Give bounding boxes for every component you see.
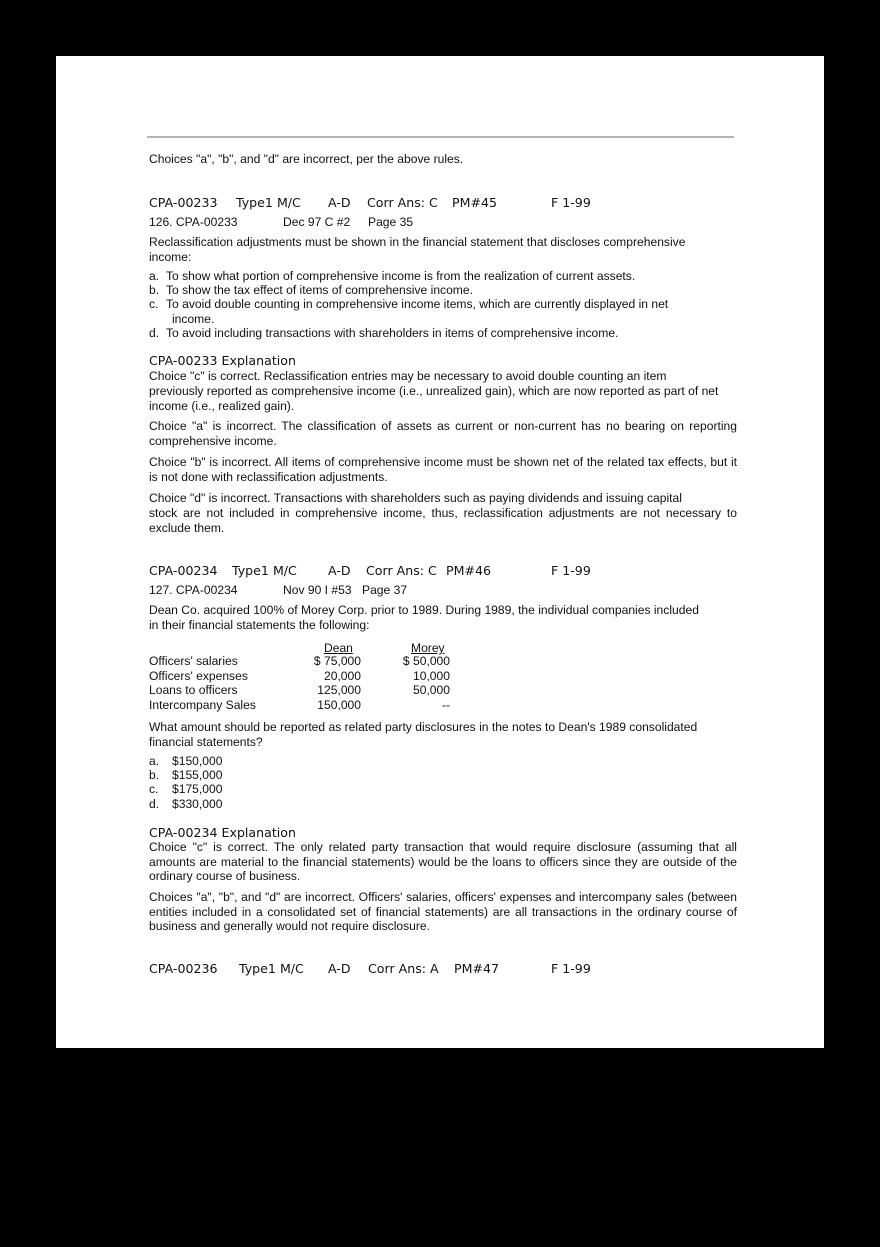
exam-source: Nov 90 I #53 (283, 583, 352, 597)
dean-value: $ 75,000 (313, 654, 361, 668)
pm-number: PM#46 (446, 563, 492, 578)
question-number: 127. CPA-00234 (149, 583, 238, 597)
morey-value: 50,000 (413, 683, 450, 697)
question-prompt-line-2: financial statements? (149, 735, 263, 749)
explanation-title-233: CPA-00233 Explanation (149, 353, 296, 368)
term: F 1-99 (551, 563, 591, 578)
explanation-choice-c: Choice "c" is correct. The only related party transaction that would require disclosure (assuming that all amounts are material to the financial statements) would be the loans to officers since they are outside of the ordinary course of business. (149, 840, 737, 884)
explanation-choice-d-line-1: Choice "d" is incorrect. Transactions with shareholders such as paying dividends and issuing capital (149, 491, 682, 505)
answer-range: A-D (328, 195, 351, 210)
morey-value: -- (441, 698, 450, 712)
dean-value: 150,000 (317, 698, 361, 712)
term: F 1-99 (551, 195, 591, 210)
question-type: Type1 M/C (236, 195, 301, 210)
header-rule (147, 136, 734, 138)
answer-option-c: c. To avoid double counting in comprehensive income items, which are currently displayed in net (149, 297, 669, 311)
correct-answer: Corr Ans: C (367, 195, 438, 210)
row-label: Officers' expenses (149, 669, 248, 683)
answer-option-c: c. $175,000 (149, 782, 223, 796)
dean-value: 20,000 (324, 669, 361, 683)
explanation-line: Choice "c" is correct. Reclassification entries may be necessary to avoid double counting an item (149, 369, 667, 383)
row-label: Intercompany Sales (149, 698, 256, 712)
pm-number: PM#45 (452, 195, 498, 210)
answer-range: A-D (328, 961, 351, 976)
question-id: CPA-00234 (149, 563, 218, 578)
correct-answer: Corr Ans: A (368, 961, 439, 976)
exam-source: Dec 97 C #2 (283, 215, 351, 229)
page-reference: Page 37 (362, 583, 408, 597)
question-id: CPA-00233 (149, 195, 218, 210)
question-number: 126. CPA-00233 (149, 215, 238, 229)
previous-explanation-line: Choices "a", "b", and "d" are incorrect, per the above rules. (149, 152, 464, 166)
answer-range: A-D (328, 563, 351, 578)
explanation-line: income (i.e., realized gain). (149, 399, 295, 413)
explanation-choice-a: Choice "a" is incorrect. The classification of assets as current or non-current has no bearing on reporting comprehensive income. (149, 419, 737, 448)
question-stem-line-2: in their financial statements the following: (149, 618, 370, 632)
pm-number: PM#47 (454, 961, 500, 976)
answer-option-b: b. $155,000 (149, 768, 223, 782)
answer-option-a: a. To show what portion of comprehensive income is from the realization of current assets. (149, 269, 636, 283)
question-prompt-line-1: What amount should be reported as related party disclosures in the notes to Dean's 1989 consolidated (149, 720, 698, 734)
answer-option-d: d. To avoid including transactions with shareholders in items of comprehensive income. (149, 326, 619, 340)
answer-option-d: d. $330,000 (149, 797, 223, 811)
question-type: Type1 M/C (239, 961, 304, 976)
row-label: Officers' salaries (149, 654, 238, 668)
question-stem-line-1: Reclassification adjustments must be shown in the financial statement that discloses comprehensive (149, 235, 686, 249)
explanation-choice-d-line-2: stock are not included in comprehensive income, thus, reclassification adjustments are not necessary to exclude them. (149, 506, 737, 535)
column-header-morey: Morey (411, 641, 445, 655)
answer-option-a: a. $150,000 (149, 754, 223, 768)
question-stem-line-1: Dean Co. acquired 100% of Morey Corp. prior to 1989. During 1989, the individual companies included (149, 603, 699, 617)
explanation-choices-abd: Choices "a", "b", and "d" are incorrect. Officers' salaries, officers' expenses and intercompany sales (between entities included in a consolidated set of financial statements) are all transactions in the ordinary course of business and generally would not require disclosure. (149, 890, 737, 934)
term: F 1-99 (551, 961, 591, 976)
question-id: CPA-00236 (149, 961, 218, 976)
correct-answer: Corr Ans: C (366, 563, 437, 578)
explanation-line: previously reported as comprehensive income (i.e., unrealized gain), which are now reported as part of net (149, 384, 719, 398)
question-type: Type1 M/C (232, 563, 297, 578)
column-header-dean: Dean (324, 641, 353, 655)
page-reference: Page 35 (368, 215, 414, 229)
answer-option-b: b. To show the tax effect of items of comprehensive income. (149, 283, 473, 297)
row-label: Loans to officers (149, 683, 238, 697)
dean-value: 125,000 (317, 683, 361, 697)
morey-value: $ 50,000 (402, 654, 450, 668)
morey-value: 10,000 (413, 669, 450, 683)
explanation-title-234: CPA-00234 Explanation (149, 825, 296, 840)
question-stem-line-2: income: (149, 250, 192, 264)
answer-option-c-continued: income. (172, 312, 215, 326)
document-page (56, 56, 824, 1048)
explanation-choice-b: Choice "b" is incorrect. All items of comprehensive income must be shown net of the related tax effects, but it is not done with reclassification adjustments. (149, 455, 737, 484)
